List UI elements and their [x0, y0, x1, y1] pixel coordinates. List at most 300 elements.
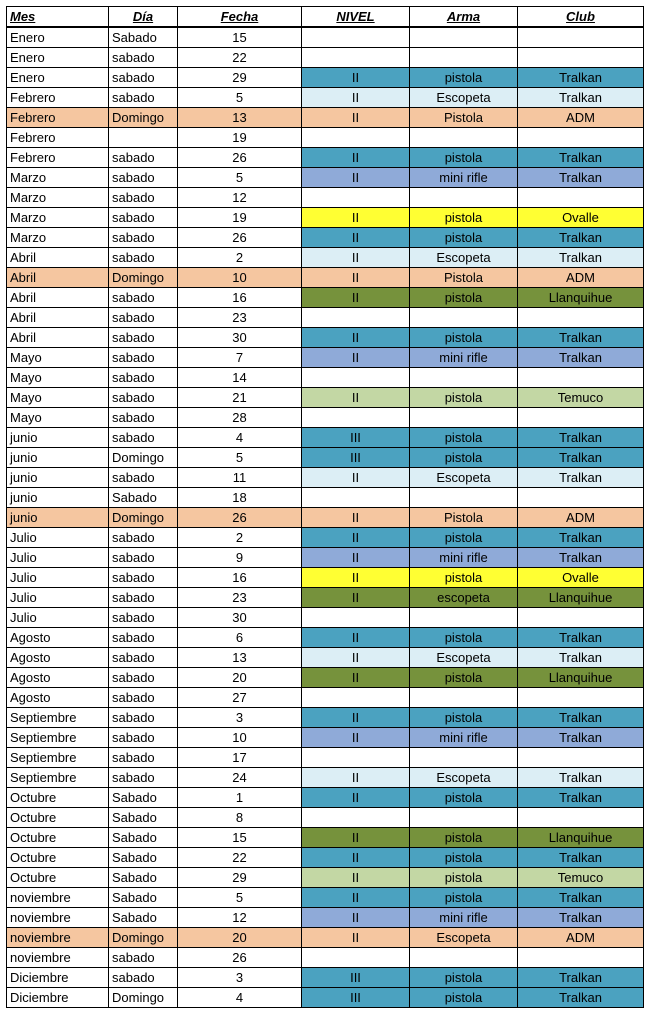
cell-fecha: 3	[178, 708, 302, 728]
cell-arma: pistola	[410, 568, 518, 588]
cell-mes: junio	[7, 468, 109, 488]
cell-fecha: 20	[178, 928, 302, 948]
cell-nivel: II	[302, 568, 410, 588]
cell-arma: pistola	[410, 388, 518, 408]
table-row	[7, 708, 644, 728]
cell-club: Tralkan	[518, 548, 644, 568]
cell-arma	[410, 748, 518, 768]
cell-dia: sabado	[109, 708, 178, 728]
cell-arma: Escopeta	[410, 928, 518, 948]
table-row	[7, 928, 644, 948]
cell-mes: Febrero	[7, 128, 109, 148]
cell-arma	[410, 948, 518, 968]
cell-mes: Enero	[7, 68, 109, 88]
table-row	[7, 608, 644, 628]
cell-club: ADM	[518, 268, 644, 288]
cell-mes: noviembre	[7, 888, 109, 908]
cell-arma: pistola	[410, 288, 518, 308]
cell-nivel: II	[302, 68, 410, 88]
cell-mes: Mayo	[7, 368, 109, 388]
cell-fecha: 10	[178, 728, 302, 748]
cell-fecha: 22	[178, 848, 302, 868]
cell-fecha: 5	[178, 448, 302, 468]
cell-fecha: 3	[178, 968, 302, 988]
header-fecha: Fecha	[178, 7, 302, 28]
table-body	[7, 27, 644, 1008]
cell-fecha: 30	[178, 328, 302, 348]
cell-arma	[410, 808, 518, 828]
cell-nivel	[302, 688, 410, 708]
cell-nivel	[302, 48, 410, 68]
cell-dia: sabado	[109, 648, 178, 668]
table-row	[7, 228, 644, 248]
cell-mes: Julio	[7, 588, 109, 608]
cell-arma: Escopeta	[410, 768, 518, 788]
cell-fecha: 2	[178, 528, 302, 548]
cell-nivel: II	[302, 468, 410, 488]
cell-mes: Febrero	[7, 108, 109, 128]
cell-arma: Escopeta	[410, 648, 518, 668]
cell-club	[518, 188, 644, 208]
cell-fecha: 26	[178, 948, 302, 968]
cell-dia: sabado	[109, 188, 178, 208]
cell-nivel: II	[302, 928, 410, 948]
cell-nivel: II	[302, 888, 410, 908]
cell-fecha: 4	[178, 428, 302, 448]
cell-nivel: II	[302, 388, 410, 408]
cell-dia: sabado	[109, 368, 178, 388]
cell-arma: pistola	[410, 68, 518, 88]
cell-mes: Julio	[7, 568, 109, 588]
cell-mes: Marzo	[7, 208, 109, 228]
cell-nivel	[302, 308, 410, 328]
cell-mes: Octubre	[7, 868, 109, 888]
cell-fecha: 7	[178, 348, 302, 368]
cell-arma: pistola	[410, 628, 518, 648]
cell-club: Tralkan	[518, 768, 644, 788]
cell-dia: sabado	[109, 688, 178, 708]
table-row	[7, 348, 644, 368]
cell-arma: pistola	[410, 968, 518, 988]
cell-fecha: 6	[178, 628, 302, 648]
cell-dia: Sabado	[109, 488, 178, 508]
cell-club: Tralkan	[518, 148, 644, 168]
table-row	[7, 208, 644, 228]
cell-mes: Mayo	[7, 388, 109, 408]
header-nivel: NIVEL	[302, 7, 410, 28]
cell-club: Tralkan	[518, 728, 644, 748]
cell-fecha: 11	[178, 468, 302, 488]
cell-arma: pistola	[410, 668, 518, 688]
cell-mes: Octubre	[7, 828, 109, 848]
cell-nivel: III	[302, 968, 410, 988]
cell-nivel: II	[302, 208, 410, 228]
cell-mes: noviembre	[7, 948, 109, 968]
table-row	[7, 888, 644, 908]
cell-club: Llanquihue	[518, 588, 644, 608]
cell-club: Tralkan	[518, 228, 644, 248]
cell-mes: junio	[7, 448, 109, 468]
cell-nivel: II	[302, 108, 410, 128]
cell-nivel: II	[302, 908, 410, 928]
table-row	[7, 528, 644, 548]
cell-mes: Septiembre	[7, 728, 109, 748]
table-row	[7, 468, 644, 488]
cell-dia: sabado	[109, 48, 178, 68]
cell-club: Tralkan	[518, 528, 644, 548]
cell-dia: sabado	[109, 728, 178, 748]
cell-nivel: II	[302, 648, 410, 668]
cell-mes: Abril	[7, 308, 109, 328]
cell-dia: Sabado	[109, 27, 178, 48]
cell-club: Tralkan	[518, 468, 644, 488]
cell-club: Ovalle	[518, 568, 644, 588]
cell-dia: sabado	[109, 248, 178, 268]
cell-dia: sabado	[109, 408, 178, 428]
cell-fecha: 20	[178, 668, 302, 688]
cell-dia: sabado	[109, 428, 178, 448]
cell-arma: pistola	[410, 708, 518, 728]
cell-nivel: II	[302, 168, 410, 188]
cell-mes: Marzo	[7, 168, 109, 188]
cell-mes: Octubre	[7, 848, 109, 868]
cell-mes: Enero	[7, 48, 109, 68]
cell-nivel	[302, 368, 410, 388]
table-row	[7, 828, 644, 848]
cell-dia: sabado	[109, 768, 178, 788]
cell-fecha: 19	[178, 128, 302, 148]
cell-arma: pistola	[410, 528, 518, 548]
cell-dia: sabado	[109, 328, 178, 348]
cell-mes: junio	[7, 488, 109, 508]
cell-dia: Sabado	[109, 788, 178, 808]
table-row	[7, 648, 644, 668]
cell-nivel: II	[302, 288, 410, 308]
header-dia: Día	[109, 7, 178, 28]
cell-mes: Febrero	[7, 148, 109, 168]
cell-nivel	[302, 408, 410, 428]
header-arma: Arma	[410, 7, 518, 28]
cell-club: Tralkan	[518, 168, 644, 188]
cell-club: Tralkan	[518, 648, 644, 668]
cell-dia: sabado	[109, 308, 178, 328]
table-row	[7, 188, 644, 208]
cell-club	[518, 308, 644, 328]
cell-club: Tralkan	[518, 628, 644, 648]
cell-nivel: II	[302, 548, 410, 568]
cell-club	[518, 608, 644, 628]
cell-arma: pistola	[410, 428, 518, 448]
cell-mes: Agosto	[7, 648, 109, 668]
table-row	[7, 768, 644, 788]
cell-nivel: II	[302, 348, 410, 368]
cell-club: Ovalle	[518, 208, 644, 228]
cell-club: Tralkan	[518, 428, 644, 448]
cell-mes: Agosto	[7, 688, 109, 708]
cell-mes: Abril	[7, 328, 109, 348]
table-row	[7, 168, 644, 188]
table-row	[7, 88, 644, 108]
cell-dia: sabado	[109, 468, 178, 488]
cell-club	[518, 688, 644, 708]
cell-nivel	[302, 188, 410, 208]
cell-dia: sabado	[109, 168, 178, 188]
cell-dia: Sabado	[109, 828, 178, 848]
cell-club	[518, 748, 644, 768]
cell-club: Tralkan	[518, 888, 644, 908]
calendar-table	[6, 6, 644, 1008]
cell-mes: Octubre	[7, 788, 109, 808]
cell-club: Temuco	[518, 868, 644, 888]
cell-mes: Septiembre	[7, 708, 109, 728]
cell-arma: pistola	[410, 828, 518, 848]
table-row	[7, 748, 644, 768]
cell-club	[518, 128, 644, 148]
cell-dia: Domingo	[109, 508, 178, 528]
table-row	[7, 568, 644, 588]
cell-dia: Sabado	[109, 848, 178, 868]
cell-arma: mini rifle	[410, 548, 518, 568]
cell-fecha: 21	[178, 388, 302, 408]
cell-fecha: 19	[178, 208, 302, 228]
cell-arma	[410, 27, 518, 48]
cell-arma: Pistola	[410, 268, 518, 288]
cell-arma	[410, 308, 518, 328]
cell-arma: escopeta	[410, 588, 518, 608]
cell-nivel: II	[302, 828, 410, 848]
table-row	[7, 108, 644, 128]
cell-dia: sabado	[109, 588, 178, 608]
cell-club	[518, 48, 644, 68]
cell-dia: Domingo	[109, 268, 178, 288]
table-row	[7, 548, 644, 568]
cell-club: Tralkan	[518, 448, 644, 468]
cell-nivel: II	[302, 508, 410, 528]
table-row	[7, 788, 644, 808]
cell-dia: Domingo	[109, 108, 178, 128]
cell-mes: noviembre	[7, 908, 109, 928]
cell-arma	[410, 48, 518, 68]
cell-fecha: 26	[178, 148, 302, 168]
cell-club	[518, 368, 644, 388]
cell-club: Tralkan	[518, 908, 644, 928]
cell-arma: pistola	[410, 448, 518, 468]
cell-club	[518, 948, 644, 968]
cell-nivel	[302, 948, 410, 968]
cell-fecha: 15	[178, 828, 302, 848]
cell-club: Llanquihue	[518, 828, 644, 848]
cell-club: ADM	[518, 928, 644, 948]
cell-club	[518, 27, 644, 48]
cell-nivel: II	[302, 248, 410, 268]
cell-fecha: 29	[178, 868, 302, 888]
cell-club	[518, 488, 644, 508]
cell-arma: Pistola	[410, 508, 518, 528]
cell-dia: Sabado	[109, 888, 178, 908]
table-row	[7, 288, 644, 308]
cell-nivel: II	[302, 88, 410, 108]
cell-fecha: 16	[178, 288, 302, 308]
table-row	[7, 248, 644, 268]
cell-fecha: 4	[178, 988, 302, 1008]
cell-dia: sabado	[109, 148, 178, 168]
cell-club: Tralkan	[518, 248, 644, 268]
cell-club	[518, 808, 644, 828]
cell-fecha: 22	[178, 48, 302, 68]
cell-arma	[410, 488, 518, 508]
cell-fecha: 9	[178, 548, 302, 568]
table-row	[7, 328, 644, 348]
cell-dia: sabado	[109, 968, 178, 988]
cell-arma: pistola	[410, 208, 518, 228]
cell-arma	[410, 408, 518, 428]
cell-dia: sabado	[109, 208, 178, 228]
cell-nivel: II	[302, 328, 410, 348]
cell-mes: noviembre	[7, 928, 109, 948]
cell-fecha: 28	[178, 408, 302, 428]
cell-dia: sabado	[109, 228, 178, 248]
table-row	[7, 268, 644, 288]
cell-mes: Agosto	[7, 628, 109, 648]
cell-nivel: II	[302, 628, 410, 648]
table-row	[7, 448, 644, 468]
cell-dia: sabado	[109, 528, 178, 548]
cell-dia: sabado	[109, 568, 178, 588]
cell-nivel: II	[302, 848, 410, 868]
cell-mes: Julio	[7, 608, 109, 628]
table-row	[7, 948, 644, 968]
table-row	[7, 27, 644, 48]
cell-arma: mini rifle	[410, 348, 518, 368]
cell-club: Tralkan	[518, 968, 644, 988]
cell-dia: Domingo	[109, 988, 178, 1008]
table-row	[7, 128, 644, 148]
cell-arma: pistola	[410, 888, 518, 908]
cell-fecha: 13	[178, 108, 302, 128]
cell-dia: sabado	[109, 668, 178, 688]
cell-arma: pistola	[410, 868, 518, 888]
cell-fecha: 2	[178, 248, 302, 268]
cell-mes: Diciembre	[7, 988, 109, 1008]
cell-dia: sabado	[109, 88, 178, 108]
cell-dia: Sabado	[109, 808, 178, 828]
cell-mes: Diciembre	[7, 968, 109, 988]
cell-club: Tralkan	[518, 328, 644, 348]
header-club: Club	[518, 7, 644, 28]
cell-fecha: 1	[178, 788, 302, 808]
cell-nivel	[302, 808, 410, 828]
table-row	[7, 868, 644, 888]
cell-dia: sabado	[109, 628, 178, 648]
cell-mes: Mayo	[7, 408, 109, 428]
header-mes: Mes	[7, 7, 109, 28]
cell-mes: Septiembre	[7, 748, 109, 768]
cell-nivel: III	[302, 428, 410, 448]
table-row	[7, 368, 644, 388]
cell-arma: Escopeta	[410, 88, 518, 108]
cell-arma: pistola	[410, 228, 518, 248]
cell-club: Tralkan	[518, 788, 644, 808]
cell-nivel: II	[302, 708, 410, 728]
cell-nivel: II	[302, 228, 410, 248]
table-row	[7, 408, 644, 428]
cell-club: Tralkan	[518, 88, 644, 108]
cell-dia: sabado	[109, 748, 178, 768]
cell-arma: pistola	[410, 848, 518, 868]
cell-arma	[410, 368, 518, 388]
cell-fecha: 15	[178, 27, 302, 48]
cell-mes: Febrero	[7, 88, 109, 108]
cell-dia: sabado	[109, 348, 178, 368]
cell-dia	[109, 128, 178, 148]
cell-arma	[410, 608, 518, 628]
cell-dia: sabado	[109, 68, 178, 88]
cell-nivel: II	[302, 528, 410, 548]
cell-arma: mini rifle	[410, 728, 518, 748]
cell-club: Llanquihue	[518, 288, 644, 308]
cell-dia: sabado	[109, 288, 178, 308]
cell-mes: Agosto	[7, 668, 109, 688]
cell-mes: junio	[7, 508, 109, 528]
cell-dia: Sabado	[109, 868, 178, 888]
cell-fecha: 24	[178, 768, 302, 788]
cell-nivel: III	[302, 988, 410, 1008]
cell-arma: Escopeta	[410, 248, 518, 268]
cell-club: Tralkan	[518, 708, 644, 728]
table-row	[7, 488, 644, 508]
cell-fecha: 10	[178, 268, 302, 288]
cell-fecha: 16	[178, 568, 302, 588]
cell-arma: pistola	[410, 148, 518, 168]
table-row	[7, 848, 644, 868]
cell-mes: Septiembre	[7, 768, 109, 788]
cell-arma: pistola	[410, 988, 518, 1008]
cell-fecha: 23	[178, 588, 302, 608]
cell-arma: Pistola	[410, 108, 518, 128]
cell-arma: mini rifle	[410, 168, 518, 188]
cell-fecha: 26	[178, 508, 302, 528]
cell-fecha: 29	[178, 68, 302, 88]
cell-fecha: 8	[178, 808, 302, 828]
cell-fecha: 26	[178, 228, 302, 248]
cell-arma: mini rifle	[410, 908, 518, 928]
cell-club: ADM	[518, 508, 644, 528]
cell-club: Tralkan	[518, 348, 644, 368]
cell-nivel	[302, 128, 410, 148]
cell-club: Llanquihue	[518, 668, 644, 688]
cell-dia: sabado	[109, 548, 178, 568]
cell-mes: Abril	[7, 288, 109, 308]
table-row	[7, 48, 644, 68]
cell-dia: Domingo	[109, 448, 178, 468]
cell-arma	[410, 128, 518, 148]
table-row	[7, 968, 644, 988]
cell-fecha: 14	[178, 368, 302, 388]
cell-club: Tralkan	[518, 848, 644, 868]
cell-club: Tralkan	[518, 988, 644, 1008]
cell-fecha: 18	[178, 488, 302, 508]
cell-arma	[410, 688, 518, 708]
cell-dia: sabado	[109, 388, 178, 408]
cell-mes: Marzo	[7, 228, 109, 248]
table-row	[7, 588, 644, 608]
cell-mes: Octubre	[7, 808, 109, 828]
cell-nivel	[302, 748, 410, 768]
cell-nivel: II	[302, 868, 410, 888]
table-row	[7, 728, 644, 748]
cell-fecha: 5	[178, 168, 302, 188]
cell-fecha: 27	[178, 688, 302, 708]
